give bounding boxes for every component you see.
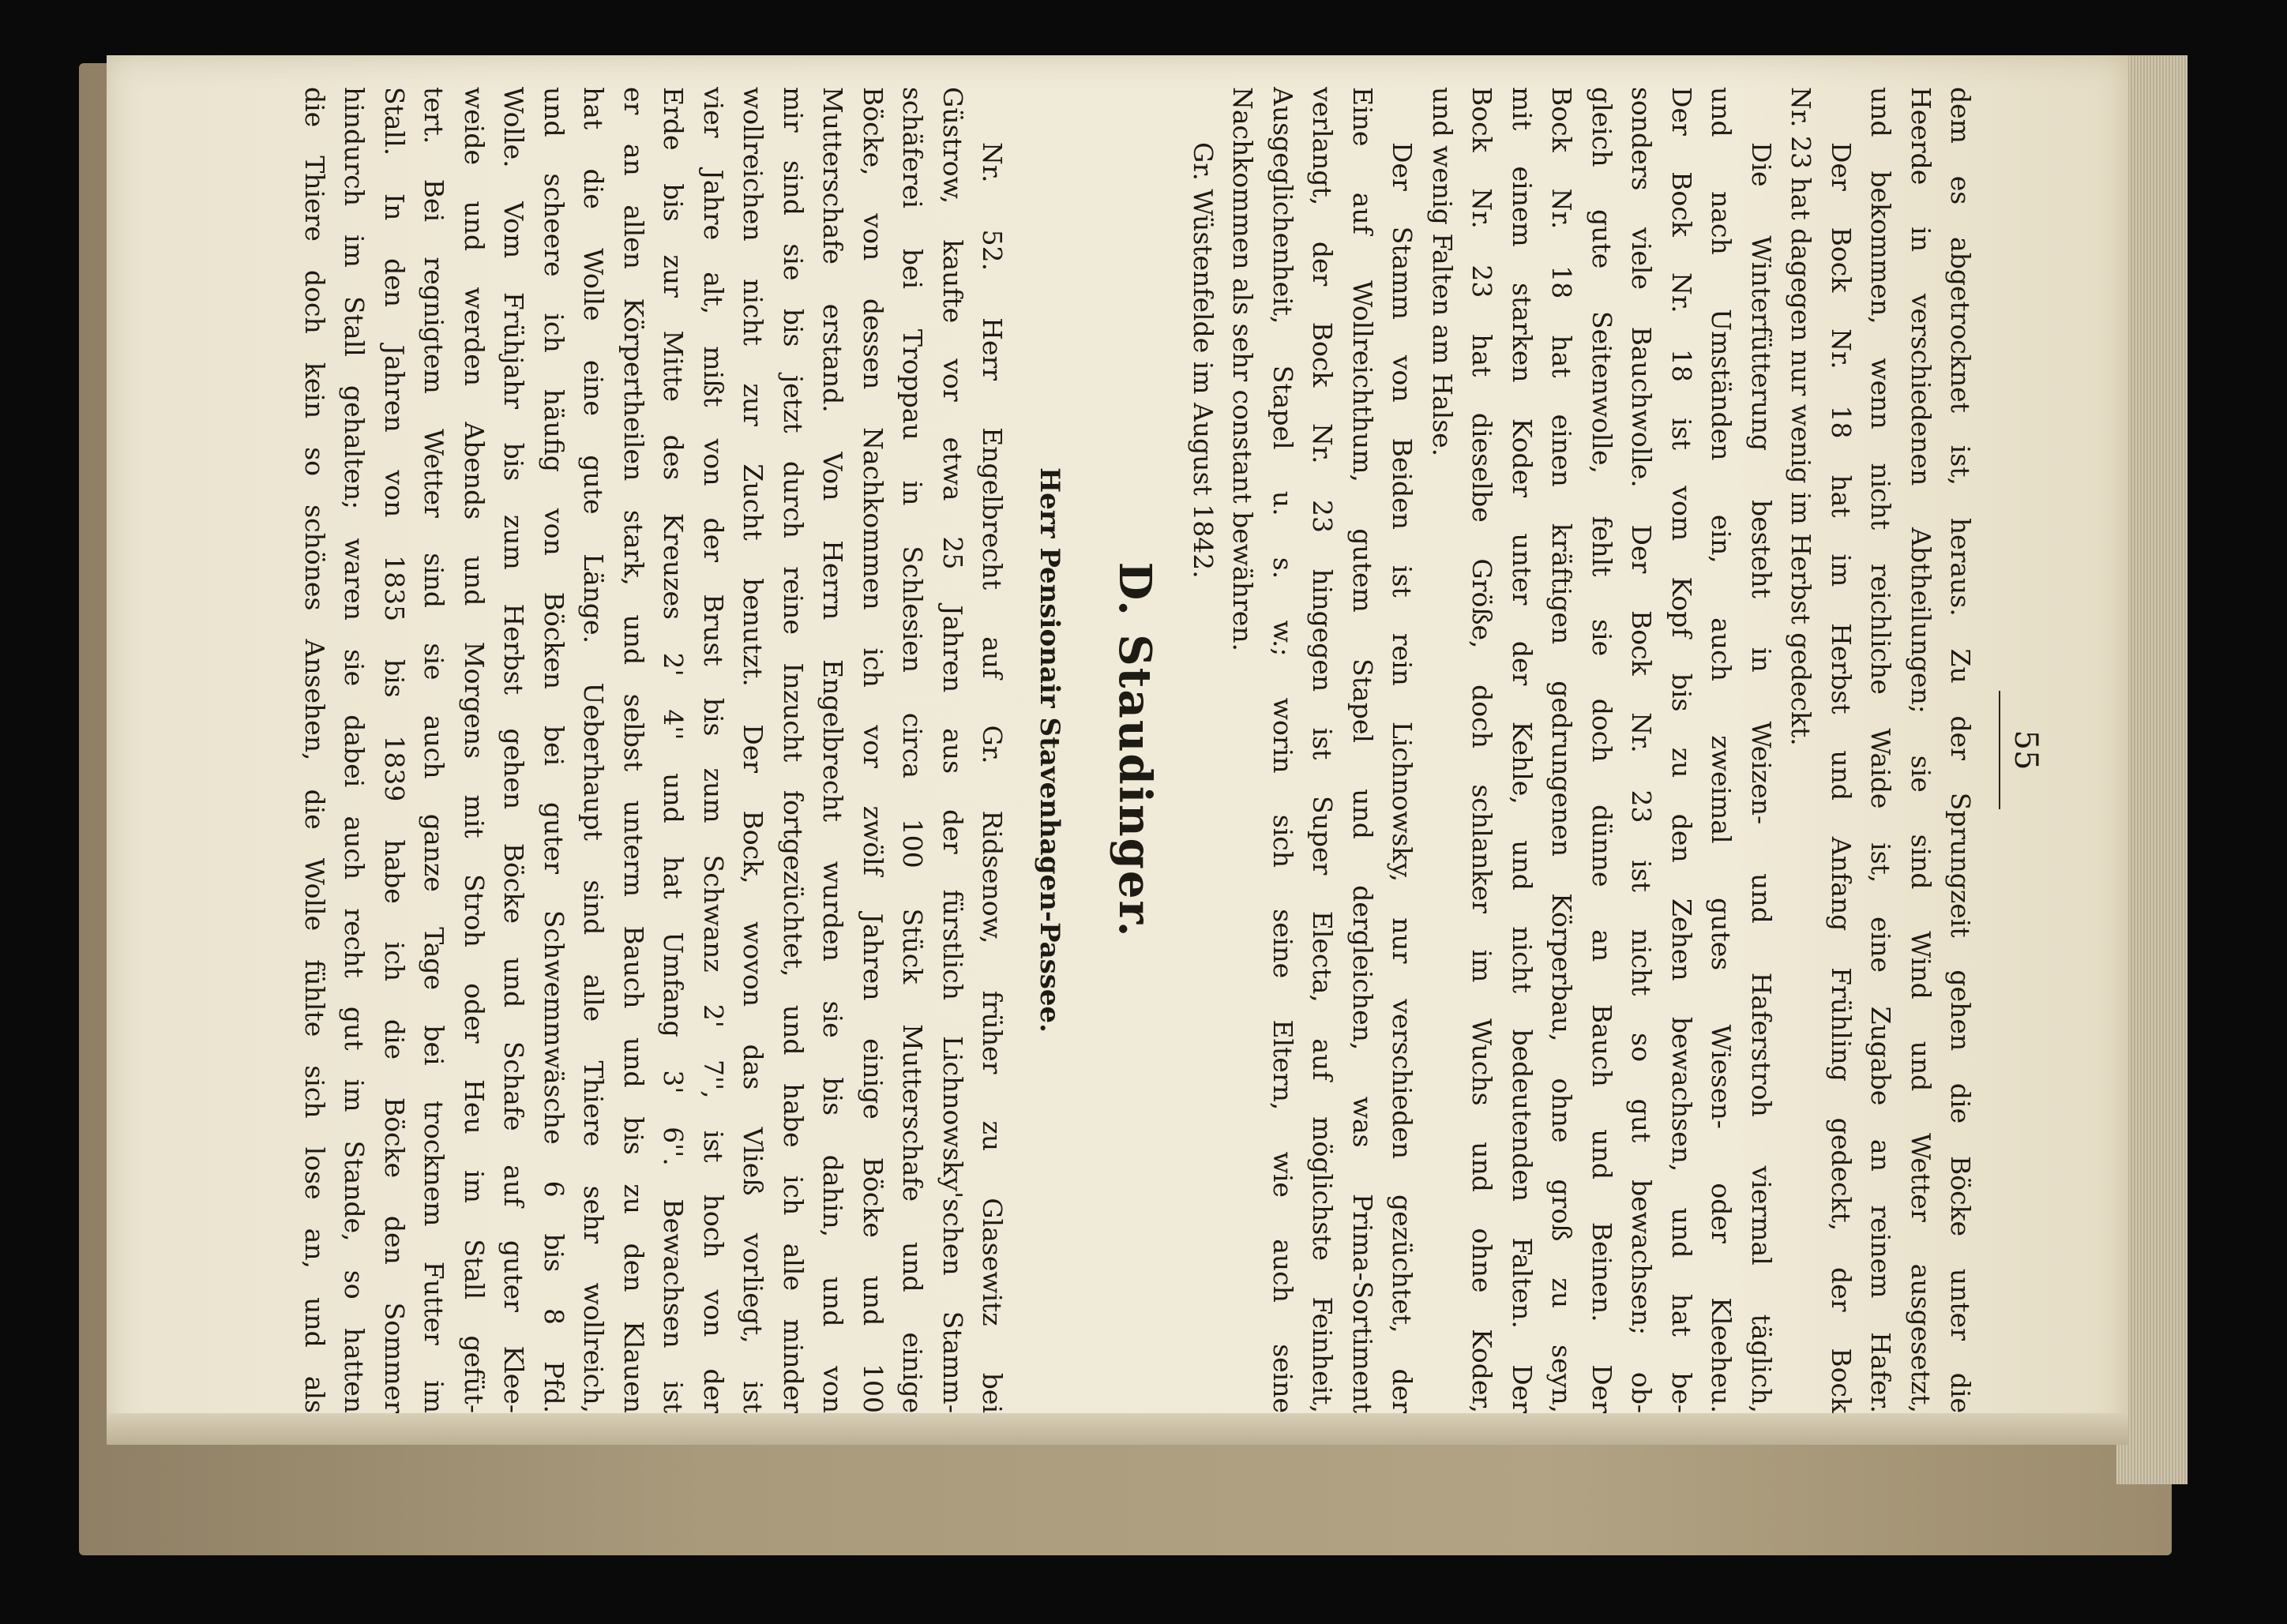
section-heading: D. Staudinger. bbox=[1109, 561, 1162, 939]
text-line: und wenig Falten am Halse. bbox=[1427, 87, 1458, 457]
text-line: Die Winterfütterung besteht in Weizen- und Haferstroh viermal täglich, bbox=[1746, 142, 1777, 1413]
text-line: und nach Umständen ein, auch zweimal gutes Wiesen- oder Kleeheu. bbox=[1706, 87, 1737, 1413]
text-line: Der Bock Nr. 18 hat im Herbst und Anfang Frühling gedeckt, der Bock bbox=[1826, 142, 1857, 1413]
page-number: 55 bbox=[2007, 729, 2044, 771]
page-text bbox=[245, 87, 2045, 1413]
text-line: hindurch im Stall gehalten; waren sie dabei auch recht gut im Stande, so hatten bbox=[339, 87, 370, 1413]
text-line: Erde bis zur Mitte des Kreuzes 2' 4'' und hat Umfang 3' 6''. Bewachsen ist bbox=[658, 87, 689, 1413]
text-line: verlangt, der Bock Nr. 23 hingegen ist Super Electa, auf möglichste Feinheit, bbox=[1307, 87, 1339, 1413]
text-line: Nr. 23 hat dagegen nur wenig im Herbst gedeckt. bbox=[1786, 87, 1817, 746]
text-line: gleich gute Seitenwolle, fehlt sie doch dünne an Bauch und Beinen. Der bbox=[1587, 87, 1617, 1413]
text-line: mir sind sie bis jetzt durch reine Inzucht fortgezüchtet, und habe ich alle minder bbox=[778, 87, 809, 1413]
text-line: er an allen Körpertheilen stark, und selbst unterm Bauch und bis zu den Klauen bbox=[618, 87, 649, 1413]
paragraph-3 bbox=[1222, 87, 1422, 1413]
text-line: wollreichen nicht zur Zucht benutzt. Der Bock, wovon das Vließ vorliegt, ist bbox=[738, 87, 769, 1413]
section-subheading: Herr Pensionair Stavenhagen-Passee. bbox=[1034, 467, 1066, 1033]
text-line: tert. Bei regnigtem Wetter sind sie auch ganze Tage bei trocknem Futter im bbox=[419, 87, 450, 1413]
paragraph-2 bbox=[1422, 87, 1782, 1413]
text-line: hat die Wolle eine gute Länge. Ueberhaupt sind alle Thiere sehr wollreich, bbox=[578, 87, 610, 1413]
text-line: Nachkommen als sehr constant bewähren. bbox=[1227, 87, 1259, 651]
place-date-line: Gr. Wüstenfelde im August 1842. bbox=[1188, 142, 1219, 579]
text-line: mit einem starken Koder unter der Kehle, und nicht bedeutenden Falten. Der bbox=[1507, 87, 1538, 1413]
paragraph-4 bbox=[295, 87, 1012, 1413]
text-line: Stall. In den Jahren von 1835 bis 1839 habe ich die Böcke den Sommer bbox=[379, 87, 410, 1413]
text-line: Nr. 52. Herr Engelbrecht auf Gr. Ridsenow, früher zu Glasewitz bei bbox=[977, 142, 1008, 1413]
text-line: weide und werden Abends und Morgens mit Stroh oder Heu im Stall gefüt- bbox=[459, 87, 490, 1413]
text-line: Der Bock Nr. 18 ist vom Kopf bis zu den Zehen bewachsen, und hat be- bbox=[1666, 87, 1697, 1413]
page-gutter bbox=[107, 1413, 2128, 1445]
text-line: Mutterschafe erstand. Von Herrn Engelbrecht wurden sie bis dahin, und von bbox=[817, 87, 849, 1413]
text-line: Heerde in verschiedenen Abtheilungen; sie sind Wind und Wetter ausgesetzt, bbox=[1906, 87, 1936, 1413]
text-line: Böcke, von dessen Nachkommen ich vor zwölf Jahren einige Böcke und 100 bbox=[858, 87, 888, 1413]
text-line: und scheere ich häufig von Böcken bei guter Schwemmwäsche 6 bis 8 Pfd. bbox=[539, 87, 569, 1413]
text-line: sonders viele Bauchwolle. Der Bock Nr. 23 ist nicht so gut bewachsen; ob- bbox=[1626, 87, 1658, 1413]
text-line: Güstrow, kaufte vor etwa 25 Jahren aus der fürstlich Lichnowsky'schen Stamm- bbox=[937, 87, 968, 1413]
text-line: Der Stamm von Beiden ist rein Lichnowsky, nur verschieden gezüchtet, der bbox=[1387, 142, 1418, 1413]
text-line: Ausgeglichenheit, Stapel u. s. w.; worin sich seine Eltern, wie auch seine bbox=[1267, 87, 1298, 1413]
text-line: schäferei bei Troppau in Schlesien circa 100 Stück Mutterschafe und einige bbox=[897, 87, 929, 1413]
text-line: dem es abgetrocknet ist, heraus. Zu der Sprungzeit gehen die Böcke unter die bbox=[1945, 87, 1977, 1413]
text-line: Bock Nr. 23 hat dieselbe Größe, doch schlanker im Wuchs und ohne Koder, bbox=[1466, 87, 1498, 1413]
text-line: Bock Nr. 18 hat einen kräftigen gedrungenen Körperbau, ohne groß zu seyn, bbox=[1546, 87, 1578, 1413]
text-line: Wolle. Vom Frühjahr bis zum Herbst gehen Böcke und Schafe auf guter Klee- bbox=[498, 87, 530, 1413]
text-line: Eine auf Wollreichthum, gutem Stapel und dergleichen, was Prima-Sortiment bbox=[1347, 87, 1378, 1413]
paragraph-1 bbox=[1781, 87, 1981, 1413]
header-rule bbox=[2000, 691, 2001, 809]
text-line: die Thiere doch kein so schönes Ansehen, die Wolle fühlte sich lose an, und als bbox=[299, 87, 330, 1413]
text-line: und bekommen, wenn nicht reichliche Waide ist, eine Zugabe an reinem Hafer. bbox=[1865, 87, 1897, 1413]
text-line: vier Jahre alt, mißt von der Brust bis zum Schwanz 2' 7'', ist hoch von der bbox=[698, 87, 729, 1413]
